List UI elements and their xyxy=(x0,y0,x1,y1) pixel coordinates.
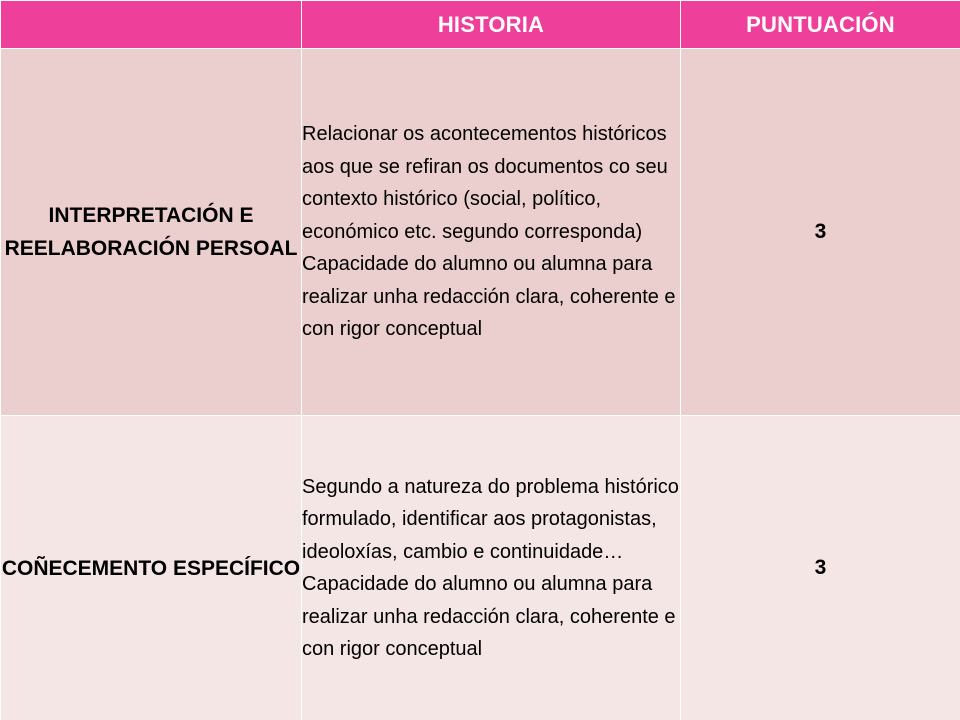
score-cell: 3 xyxy=(681,416,960,720)
table-header-row xyxy=(1,1,960,49)
description-cell xyxy=(302,416,681,720)
header-corner-cell xyxy=(1,1,302,49)
criterion-cell: INTERPRETACIÓN E REELABORACIÓN PERSOAL xyxy=(1,49,302,416)
description-text: Capacidade do alumno ou alumna para realizar unha redacción clara, coherente e con rigor conceptual xyxy=(302,253,676,341)
description-text: Relacionar os acontecementos históricos aos que se refiran os documentos co seu contexto histórico (social, político, económico etc. segundo corresponda) xyxy=(302,123,668,243)
description-text: Segundo a natureza do problema histórico formulado, identificar aos protagonistas, ideoloxías, cambio e continuidade… xyxy=(302,475,679,563)
criterion-cell: COÑECEMENTO ESPECÍFICO xyxy=(1,416,302,720)
table-row xyxy=(1,416,960,720)
table-row xyxy=(1,49,960,416)
score-cell: 3 xyxy=(681,49,960,416)
header-puntuacion: PUNTUACIÓN xyxy=(681,1,960,49)
header-historia: HISTORIA xyxy=(302,1,681,49)
description-text: Capacidade do alumno ou alumna para realizar unha redacción clara, coherente e con rigor conceptual xyxy=(302,573,676,660)
description-cell xyxy=(302,49,681,416)
